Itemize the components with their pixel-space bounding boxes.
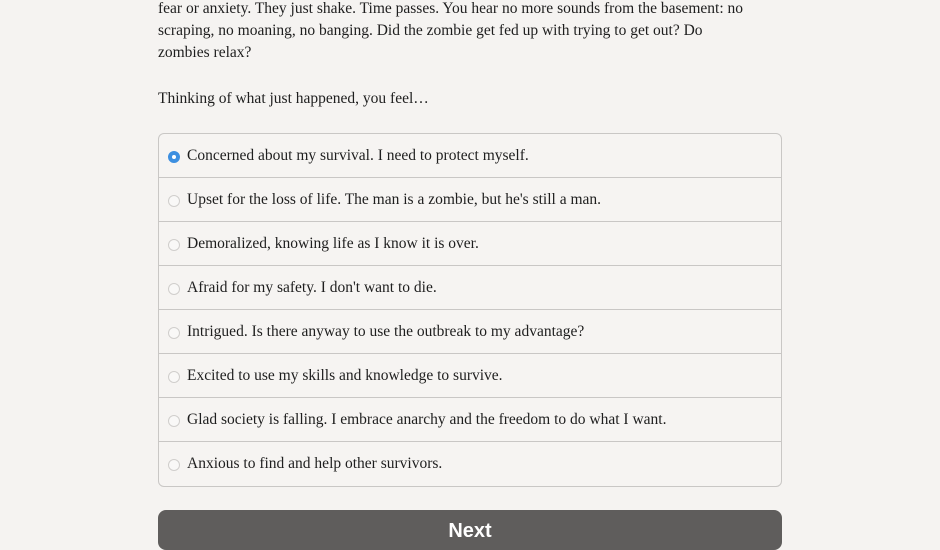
choice-label: Glad society is falling. I embrace anarchy and the freedom to do what I want.	[187, 410, 667, 428]
radio-unselected-icon[interactable]	[168, 327, 180, 339]
radio-unselected-icon[interactable]	[168, 415, 180, 427]
radio-unselected-icon[interactable]	[168, 283, 180, 295]
radio-selected-icon[interactable]	[168, 151, 180, 163]
choice-label: Intrigued. Is there anyway to use the outbreak to my advantage?	[187, 322, 585, 340]
radio-unselected-icon[interactable]	[168, 371, 180, 383]
passage-line: fear or anxiety. They just shake. Time passes. You hear no more sounds from the basement: no	[158, 0, 744, 17]
choice-option[interactable]	[159, 134, 781, 178]
choice-label: Concerned about my survival. I need to protect myself.	[187, 146, 529, 164]
story-passage	[158, 0, 782, 64]
choice-option[interactable]	[159, 354, 781, 398]
choice-label: Afraid for my safety. I don't want to die.	[187, 278, 437, 296]
next-button[interactable]: Next	[158, 510, 782, 550]
choice-option[interactable]	[159, 442, 781, 486]
choice-prompt: Thinking of what just happened, you feel…	[158, 90, 429, 107]
choice-option[interactable]	[159, 398, 781, 442]
choice-option[interactable]	[159, 222, 781, 266]
passage-line: scraping, no moaning, no banging. Did the zombie get fed up with trying to get out? Do	[158, 22, 703, 39]
radio-unselected-icon[interactable]	[168, 459, 180, 471]
choice-label: Demoralized, knowing life as I know it is over.	[187, 234, 479, 252]
choice-option[interactable]	[159, 310, 781, 354]
choice-label: Upset for the loss of life. The man is a zombie, but he's still a man.	[187, 190, 602, 208]
choice-option[interactable]	[159, 178, 781, 222]
radio-unselected-icon[interactable]	[168, 195, 180, 207]
choice-option[interactable]	[159, 266, 781, 310]
radio-unselected-icon[interactable]	[168, 239, 180, 251]
choice-label: Anxious to find and help other survivors.	[187, 455, 443, 472]
choice-list	[158, 133, 782, 487]
choice-label: Excited to use my skills and knowledge to survive.	[187, 366, 503, 384]
passage-line: zombies relax?	[158, 44, 252, 61]
